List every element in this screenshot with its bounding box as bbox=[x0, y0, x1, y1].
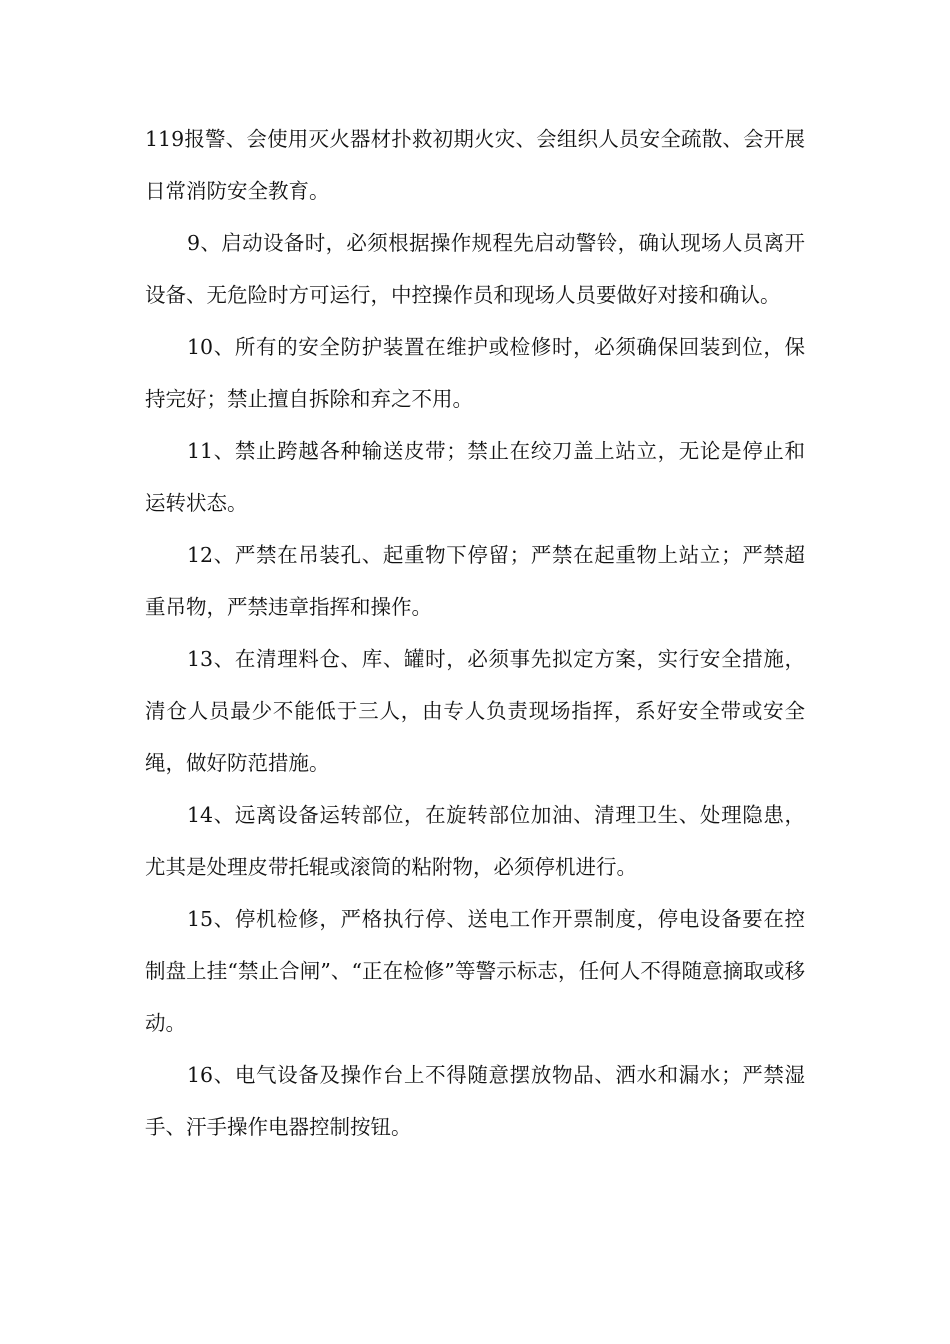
paragraph-continuation: 119报警、会使用灭火器材扑救初期火灾、会组织人员安全疏散、会开展日常消防安全教育。 bbox=[145, 127, 805, 203]
paragraph-item-9: 9、启动设备时，必须根据操作规程先启动警铃，确认现场人员离开设备、无危险时方可运行，中控操作员和现场人员要做好对接和确认。 bbox=[145, 231, 805, 307]
paragraph-item-14: 14、远离设备运转部位，在旋转部位加油、清理卫生、处理隐患，尤其是处理皮带托辊或滚筒的粘附物，必须停机进行。 bbox=[145, 803, 805, 879]
paragraph-item-13: 13、在清理料仓、库、罐时，必须事先拟定方案，实行安全措施，清仓人员最少不能低于三人，由专人负责现场指挥，系好安全带或安全绳，做好防范措施。 bbox=[145, 647, 805, 775]
paragraph-item-10: 10、所有的安全防护装置在维护或检修时，必须确保回装到位，保持完好；禁止擅自拆除和弃之不用。 bbox=[145, 335, 805, 411]
document-body bbox=[145, 113, 805, 1153]
paragraph-item-11: 11、禁止跨越各种输送皮带；禁止在绞刀盖上站立，无论是停止和运转状态。 bbox=[145, 439, 805, 515]
paragraph-item-16: 16、电气设备及操作台上不得随意摆放物品、洒水和漏水；严禁湿手、汗手操作电器控制按钮。 bbox=[145, 1063, 805, 1139]
paragraph-item-12: 12、严禁在吊装孔、起重物下停留；严禁在起重物上站立；严禁超重吊物，严禁违章指挥和操作。 bbox=[145, 543, 805, 619]
paragraph-item-15: 15、停机检修，严格执行停、送电工作开票制度，停电设备要在控制盘上挂“禁止合闸”、“正在检修”等警示标志，任何人不得随意摘取或移动。 bbox=[145, 907, 805, 1035]
